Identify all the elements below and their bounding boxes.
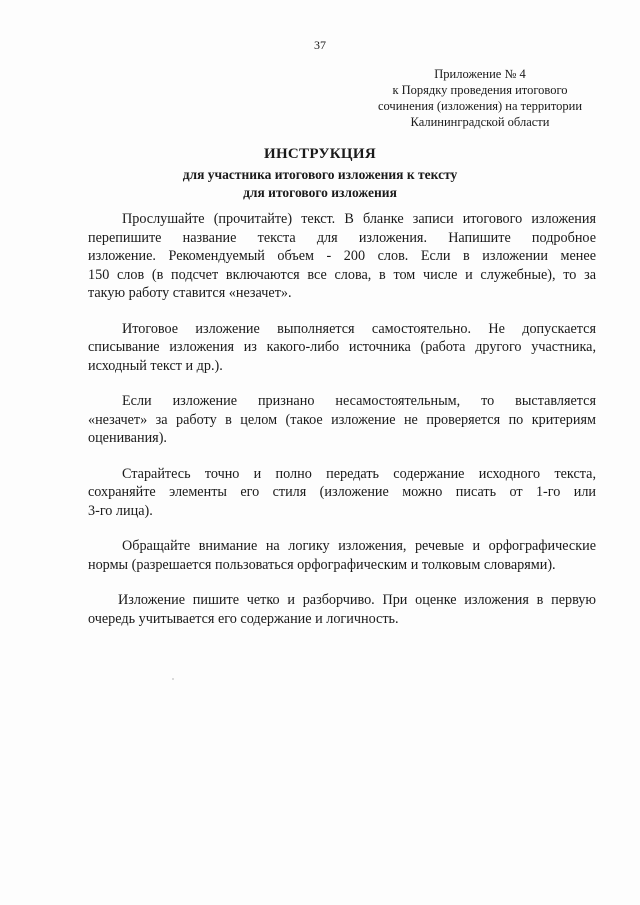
paragraph-line: сохраняйте элементы его стиля (изложение можно писать от 1-го или (88, 484, 596, 500)
appendix-line: сочинения (изложения) на территории (377, 99, 583, 113)
appendix-line: Калининградской области (410, 115, 550, 129)
instruction-body (88, 210, 596, 645)
paragraph-line: нормы (разрешается пользоваться орфографическим и толковым словарями). (88, 556, 556, 573)
paragraph-line: изложение. Рекомендуемый объем - 200 слов. Если в изложении менее (88, 248, 596, 264)
paragraph-line: Прослушайте (прочитайте) текст. В бланке записи итогового изложения (122, 211, 596, 227)
paragraph-3 (88, 392, 596, 448)
paragraph-1 (88, 210, 596, 303)
paragraph-line: Обращайте внимание на логику изложения, речевые и орфографические (122, 538, 596, 554)
paragraph-line: такую работу ставится «незачет». (88, 285, 292, 301)
paragraph-line: оценивания). (88, 430, 167, 446)
paragraph-line: очередь учитывается его содержание и логичность. (88, 610, 399, 627)
scan-speck (172, 678, 174, 680)
paragraph-4 (88, 465, 596, 521)
paragraph-line: 3-го лица). (88, 502, 153, 519)
subtitle-line: для итогового изложения (243, 185, 397, 200)
paragraph-line: перепишите название текста для изложения. Напишите подробное (88, 229, 596, 246)
paragraph-2 (88, 320, 596, 376)
paragraph-5 (88, 537, 596, 574)
paragraph-line: «незачет» за работу в целом (такое изложение не проверяется по критериям (88, 411, 596, 428)
paragraph-line: Если изложение признано несамостоятельным, то выставляется (122, 393, 596, 409)
subtitle-line: для участника итогового изложения к тексту (182, 167, 458, 182)
paragraph-line: Старайтесь точно и полно передать содержание исходного текста, (122, 465, 596, 482)
paragraph-line: исходный текст и др.). (88, 357, 223, 374)
paragraph-6 (88, 591, 596, 628)
paragraph-line: Итоговое изложение выполняется самостоятельно. Не допускается (122, 320, 596, 337)
page-number: 37 (314, 38, 326, 52)
document-subtitle (0, 166, 640, 202)
paragraph-line: Изложение пишите четко и разборчиво. При оценке изложения в первую (118, 592, 596, 608)
paragraph-line: 150 слов (в подсчет включаются все слова, в том числе и служебные), то за (88, 266, 596, 283)
paragraph-line: списывание изложения из какого-либо источника (работа другого участника, (88, 339, 596, 355)
document-title: ИНСТРУКЦИЯ (263, 146, 376, 162)
appendix-line: к Порядку проведения итогового (392, 83, 568, 97)
appendix-line: Приложение № 4 (434, 67, 526, 81)
appendix-header (360, 66, 600, 130)
